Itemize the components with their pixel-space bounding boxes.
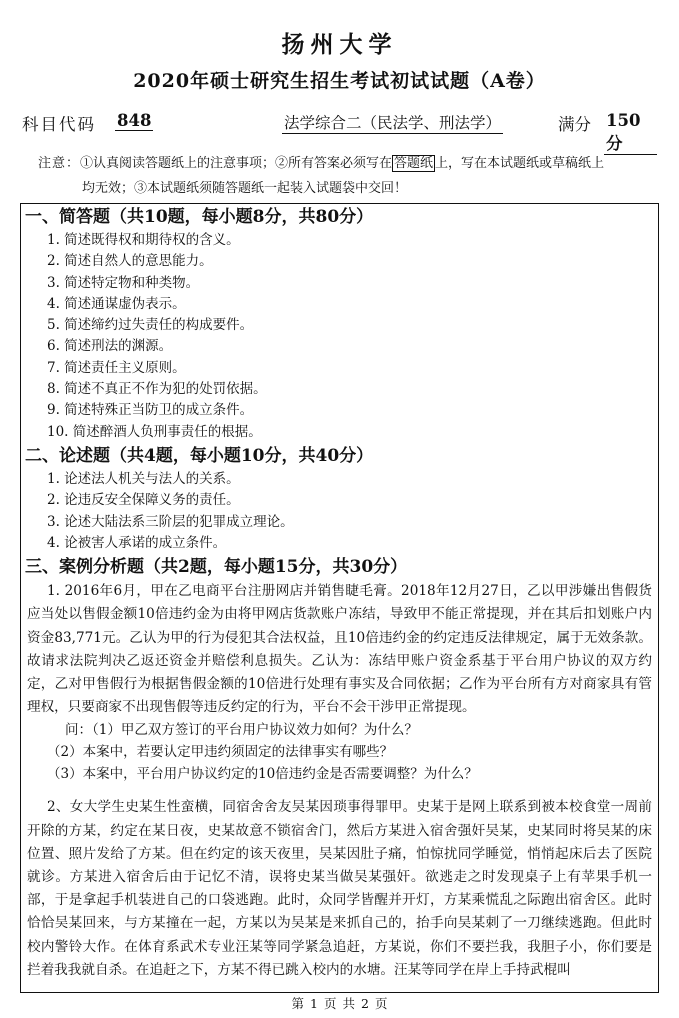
question-item: 4. 论被害人承诺的成立条件。 [47,534,227,551]
question-item: 5. 简述缔约过失责任的构成要件。 [47,317,254,334]
subject-code-value: 848 [117,111,152,130]
footer-total-pages: 2 [361,996,369,1011]
full-score-label: 满分 [558,115,591,134]
full-score-value: 150分 [604,111,657,155]
case-1-question-1: 问：（1）甲乙双方签订的平台用户协议效力如何？为什么？ [65,722,418,739]
question-item: 9. 简述特殊正当防卫的成立条件。 [47,402,254,419]
notice-line-2: 均无效；③本试题纸须随答题纸一起装入试题袋中交回！ [82,181,408,196]
question-item: 3. 简述特定物和种类物。 [47,274,200,291]
question-item: 1. 论述法人机关与法人的关系。 [47,470,240,487]
subject-code-label: 科目代码 [22,115,96,134]
page-footer [0,994,679,1012]
exam-meta-row [22,111,657,153]
university-name: 扬州大学 [281,31,398,58]
exam-notice [38,151,650,201]
notice-answer-sheet-boxed: 答题纸 [394,156,434,171]
question-item: 3. 论述大陆法系三阶层的犯罪成立理论。 [47,513,294,530]
question-item: 1. 简述既得权和期待权的含义。 [47,232,240,248]
case-2-paragraph [21,796,658,982]
case-1-question-2: （2）本案中，若要认定甲违约须固定的法律事实有哪些？ [47,744,394,761]
case-1-text: 1. 2016年6月，甲在乙电商平台注册网店并销售睫毛膏。2018年12月27日，乙以甲涉嫌出售假货应当处以售假金额10倍违约金为由将甲网店货款账户冻结，导致甲不能正常提现，并在其后扣划账户内资金83,771元。乙认为甲的行为侵犯其合法权益，且10倍违约金的约定违反法律规定，属于无效条款。故请求法院判决乙返还资金并赔偿利息损失。乙认为：冻结甲账户资金系基于平台用户协议的双方约定，乙对甲售假行为根据售假金额的10倍进行处理有事实及合同依据；乙作为平台所有方对商家具有管理权，只要商家不出现售假等违反约定的行为，平台不会干涉甲正常提现。 [27,583,652,716]
notice-line-1 [38,151,650,176]
case-2-text: 2、女大学生史某生性蛮横，同宿舍舍友吴某因琐事得罪甲。史某于是网上联系到被本校食堂一周前开除的方某，约定在某日夜，史某故意不锁宿舍门，然后方某进入宿舍强奸吴某，史某同时将吴某的床位置、照片发给了方某。但在约定的该天夜里，吴某因肚子痛，怕惊扰同学睡觉，悄悄起床后去了医院就诊。方某进入宿舍后由于记忆不清，误将史某当做吴某强奸。欲逃走之时发现桌子上有苹果手机一部，于是拿起手机装进自己的口袋逃跑。此时，众同学皆醒并开灯，方某乘慌乱之际跑出宿舍区。此时恰恰吴某回来，与方某撞在一起，方某以为吴某是来抓自己的，抬手向吴某刺了一刀继续逃跑。但此时校内警铃大作。在体育系武术专业汪某等同学紧急追赶，方某说，你们不要拦我，我胆子小，你们要是拦着我我就自杀。在追赶之下，方某不得已跳入校内的水塘。汪某等同学在岸上手持武棍叫 [27,799,652,978]
notice-text-a: ①认真阅读答题纸上的注意事项；②所有答案必须写在 [80,156,393,171]
case-1-paragraph [21,580,658,719]
question-item: 2. 简述自然人的意思能力。 [47,253,213,270]
question-item: 2. 论违反安全保障义务的责任。 [47,492,240,509]
footer-text: 页 [323,996,337,1011]
questions-box [20,203,659,993]
notice-label: 注意： [38,156,81,171]
footer-text: 共 [342,996,356,1011]
question-item: 6. 简述刑法的渊源。 [47,338,173,355]
question-item: 4. 简述通谋虚伪表示。 [47,295,186,312]
subject-name: 法学综合二（民法学、刑法学） [282,111,503,134]
question-item: 8. 简述不真正不作为犯的处罚依据。 [47,381,267,398]
section-title-case-analysis: 三、案例分析题（共2题，每小题15分，共30分） [25,557,408,578]
footer-text: 第 [291,996,305,1011]
question-item: 10. 简述醉酒人负刑事责任的根据。 [47,423,262,440]
section-title-essay: 二、论述题（共4题，每小题10分，共40分） [25,445,374,466]
exam-title: 2020年硕士研究生招生考试初试试题（A卷） [133,70,546,92]
footer-page-number: 1 [310,996,318,1011]
section-title-short-answer: 一、简答题（共10题，每小题8分，共80分） [25,207,374,227]
footer-text: 页 [374,996,388,1011]
notice-text-b: 上，写在本试题纸或草稿纸上 [435,156,605,171]
question-item: 7. 简述责任主义原则。 [47,359,186,376]
case-1-question-3: （3）本案中，平台用户协议约定的10倍违约金是否需要调整？为什么？ [47,766,478,783]
